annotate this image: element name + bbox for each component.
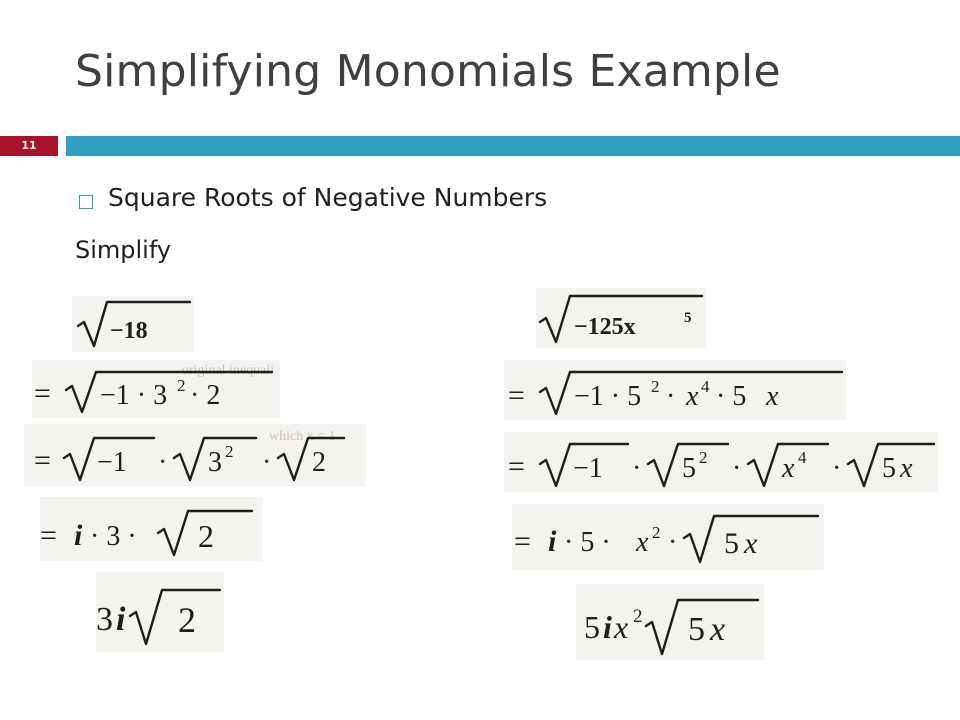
svg-text:·: · [732, 453, 742, 484]
svg-text:−1: −1 [573, 453, 603, 484]
svg-text:x: x [686, 381, 699, 412]
svg-text:2: 2 [198, 518, 214, 554]
svg-text:=: = [508, 450, 525, 483]
svg-text:2: 2 [652, 523, 661, 542]
svg-text:3: 3 [208, 447, 222, 478]
svg-text:· 3 ·: · 3 · [90, 521, 137, 552]
left-step-1 [32, 360, 280, 418]
svg-text:2: 2 [633, 606, 643, 627]
svg-text:x: x [766, 381, 779, 412]
svg-text:i: i [603, 609, 612, 645]
svg-text:3: 3 [96, 601, 113, 638]
svg-text:=: = [514, 525, 531, 558]
slide-number-badge: 11 [0, 136, 58, 156]
svg-text:x: x [614, 609, 629, 645]
right-step-1 [504, 360, 846, 420]
svg-text:· 5: · 5 [716, 381, 747, 412]
svg-text:−18: −18 [110, 318, 148, 344]
svg-text:original inequali: original inequali [182, 363, 275, 378]
svg-text:·: · [632, 453, 642, 484]
svg-text:=: = [34, 377, 51, 410]
slide-title: Simplifying Monomials Example [75, 46, 781, 97]
svg-text:=: = [34, 444, 51, 477]
svg-text:4: 4 [798, 448, 807, 467]
svg-text:2: 2 [177, 376, 186, 395]
svg-text:5: 5 [724, 527, 739, 560]
right-step-2 [504, 432, 938, 492]
left-step-3 [40, 497, 262, 561]
svg-text:i: i [116, 601, 126, 638]
svg-text:·: · [666, 381, 676, 412]
svg-text:x: x [636, 527, 649, 558]
svg-text:−125x: −125x [574, 314, 636, 340]
svg-text:x: x [900, 453, 913, 484]
square-bullet-icon [79, 195, 93, 209]
left-answer [96, 572, 224, 652]
svg-text:2: 2 [225, 442, 234, 461]
svg-text:=: = [508, 379, 525, 412]
svg-text:x: x [782, 453, 795, 484]
svg-text:5: 5 [684, 310, 692, 326]
right-answer [576, 584, 764, 660]
svg-text:2: 2 [312, 447, 326, 478]
left-step-2 [24, 424, 366, 486]
svg-text:−1 · 3: −1 · 3 [100, 380, 168, 411]
bullet-text: Square Roots of Negative Numbers [108, 183, 548, 212]
svg-text:2: 2 [699, 448, 708, 467]
svg-text:· 5 ·: · 5 · [564, 527, 611, 558]
svg-text:5: 5 [584, 609, 600, 645]
svg-text:x: x [710, 611, 726, 648]
svg-text:·: · [668, 527, 678, 558]
svg-text:·: · [262, 447, 272, 478]
left-problem-expression [72, 296, 194, 352]
right-step-3 [512, 504, 824, 570]
instruction-text: Simplify [75, 236, 172, 264]
svg-text:which x = 1: which x = 1 [269, 429, 336, 444]
svg-text:2: 2 [651, 377, 660, 396]
svg-text:5: 5 [882, 453, 896, 484]
svg-text:=: = [40, 519, 57, 552]
svg-text:−1 · 5: −1 · 5 [574, 381, 642, 412]
title-accent-bar [66, 136, 960, 156]
svg-text:·: · [832, 453, 842, 484]
svg-text:· 2: · 2 [190, 380, 221, 411]
svg-text:5: 5 [688, 611, 705, 648]
svg-text:·: · [158, 447, 168, 478]
svg-text:4: 4 [701, 377, 710, 396]
svg-text:x: x [744, 527, 758, 560]
svg-text:2: 2 [178, 600, 196, 640]
right-problem-expression [536, 288, 706, 348]
svg-text:i: i [74, 519, 83, 552]
svg-text:5: 5 [682, 453, 696, 484]
svg-text:i: i [548, 525, 557, 558]
svg-text:−1: −1 [97, 447, 127, 478]
